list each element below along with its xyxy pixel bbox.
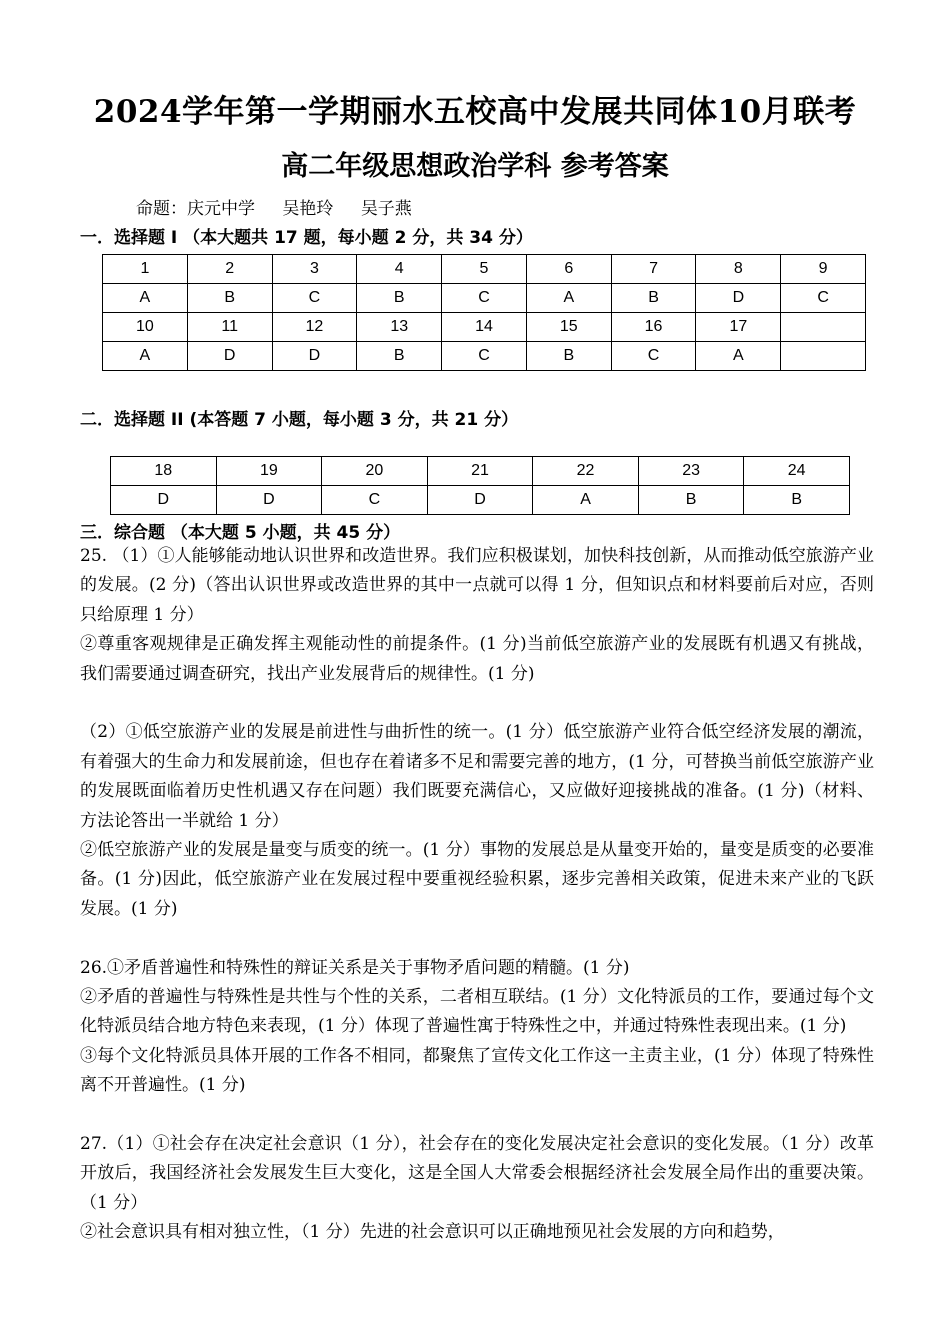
- table-cell: 22: [533, 457, 639, 486]
- authors-line: [136, 194, 434, 219]
- table-cell: C: [442, 342, 527, 371]
- answer-paragraph: 26.①矛盾普遍性和特殊性的辩证关系是关于事物矛盾问题的精髓。(1 分): [80, 957, 630, 978]
- table-cell: 7: [611, 255, 696, 284]
- table-cell: C: [272, 284, 357, 313]
- table-cell: D: [696, 284, 781, 313]
- table-cell: 2: [187, 255, 272, 284]
- answer-paragraph: （2）①低空旅游产业的发展是前进性与曲折性的统一。(1 分）低空旅游产业符合低空经济发展的潮流，有着强大的生命力和发展前途，但也存在着诸多不足和需要完善的地方，(1 分，可替换当前低空旅游产业的发展既面临着历史性机遇又存在问题）我们既要充满信心，又应做好迎接挑战的准备。(1 分)（材料、方法论答出一半就给 1 分）: [80, 722, 874, 831]
- table-cell: [781, 342, 866, 371]
- table-cell: B: [526, 342, 611, 371]
- table-cell: A: [696, 342, 781, 371]
- table-cell: 8: [696, 255, 781, 284]
- table-cell: 18: [111, 457, 217, 486]
- document-title: 2024学年第一学期丽水五校高中发展共同体10月联考: [93, 94, 857, 130]
- answer-paragraph: ②低空旅游产业的发展是量变与质变的统一。(1 分）事物的发展总是从量变开始的，量变是质变的必要准备。(1 分)因此，低空旅游产业在发展过程中要重视经验积累，逐步完善相关政策，促进未来产业的飞跃发展。(1 分): [80, 840, 874, 919]
- table-cell: 16: [611, 313, 696, 342]
- table-cell: 20: [322, 457, 428, 486]
- table-row: [111, 457, 850, 486]
- table-cell: B: [187, 284, 272, 313]
- table-row: [103, 313, 866, 342]
- table-cell: C: [781, 284, 866, 313]
- table-cell: B: [357, 284, 442, 313]
- table-cell: 17: [696, 313, 781, 342]
- author-name-1: 吴艳玲: [282, 199, 334, 219]
- table-cell: A: [526, 284, 611, 313]
- table-row: [103, 255, 866, 284]
- table-cell: B: [638, 486, 744, 515]
- table-cell: 5: [442, 255, 527, 284]
- table-row: [103, 342, 866, 371]
- table-cell: C: [442, 284, 527, 313]
- table-cell: D: [216, 486, 322, 515]
- table-cell: 23: [638, 457, 744, 486]
- answer-table-2: [110, 456, 850, 515]
- section-2-heading: 二．选择题 II (本答题 7 小题，每小题 3 分，共 21 分）: [80, 410, 519, 430]
- author-name-2: 吴子燕: [360, 199, 412, 219]
- document-subtitle: 高二年级思想政治学科 参考答案: [281, 151, 669, 182]
- table-cell: 14: [442, 313, 527, 342]
- table-cell: D: [427, 486, 533, 515]
- table-cell: C: [322, 486, 428, 515]
- table-cell: [781, 313, 866, 342]
- answer-paragraph: ②矛盾的普遍性与特殊性是共性与个性的关系，二者相互联结。(1 分）文化特派员的工作，要通过每个文化特派员结合地方特色来表现，(1 分）体现了普遍性寓于特殊性之中，并通过特殊性表现出来。(1 分): [80, 987, 874, 1037]
- table-cell: 6: [526, 255, 611, 284]
- table-cell: B: [744, 486, 850, 515]
- table-cell: 4: [357, 255, 442, 284]
- section-3-heading: 三．综合题 （本大题 5 小题，共 45 分）: [80, 523, 401, 543]
- answer-table-1: [102, 254, 866, 371]
- table-cell: 24: [744, 457, 850, 486]
- table-cell: B: [611, 284, 696, 313]
- table-cell: D: [187, 342, 272, 371]
- table-cell: A: [533, 486, 639, 515]
- table-cell: 1: [103, 255, 188, 284]
- table-row: [111, 486, 850, 515]
- table-cell: 9: [781, 255, 866, 284]
- table-cell: 21: [427, 457, 533, 486]
- author-school: 命题：庆元中学: [136, 199, 255, 219]
- table-cell: A: [103, 342, 188, 371]
- table-cell: 13: [357, 313, 442, 342]
- table-cell: 10: [103, 313, 188, 342]
- table-cell: 15: [526, 313, 611, 342]
- table-cell: 19: [216, 457, 322, 486]
- table-cell: D: [272, 342, 357, 371]
- table-cell: B: [357, 342, 442, 371]
- table-cell: 3: [272, 255, 357, 284]
- table-cell: C: [611, 342, 696, 371]
- table-cell: 12: [272, 313, 357, 342]
- answer-paragraph: 25. （1）①人能够能动地认识世界和改造世界。我们应积极谋划，加快科技创新，从而推动低空旅游产业的发展。(2 分)（答出认识世界或改造世界的其中一点就可以得 1 分，但知识点和材料要前后对应，否则只给原理 1 分）: [80, 546, 874, 625]
- answer-paragraph: ③每个文化特派员具体开展的工作各不相同，都聚焦了宣传文化工作这一主责主业，(1 分）体现了特殊性离不开普遍性。(1 分): [80, 1045, 874, 1096]
- table-cell: A: [103, 284, 188, 313]
- table-cell: 11: [187, 313, 272, 342]
- answer-body: [80, 542, 874, 1248]
- answer-paragraph: ②社会意识具有相对独立性，（1 分）先进的社会意识可以正确地预见社会发展的方向和趋势，: [80, 1222, 785, 1243]
- answer-paragraph: ②尊重客观规律是正确发挥主观能动性的前提条件。(1 分)当前低空旅游产业的发展既有机遇又有挑战，我们需要通过调查研究，找出产业发展背后的规律性。(1 分): [80, 634, 874, 684]
- answer-paragraph: 27.（1）①社会存在决定社会意识（1 分），社会存在的变化发展决定社会意识的变化发展。（1 分）改革开放后，我国经济社会发展发生巨大变化，这是全国人大常委会根据经济社会发展全局作出的重要决策。（1 分）: [80, 1134, 874, 1213]
- table-row: [103, 284, 866, 313]
- section-1-heading: 一．选择题 I （本大题共 17 题，每小题 2 分，共 34 分）: [80, 228, 533, 248]
- table-cell: D: [111, 486, 217, 515]
